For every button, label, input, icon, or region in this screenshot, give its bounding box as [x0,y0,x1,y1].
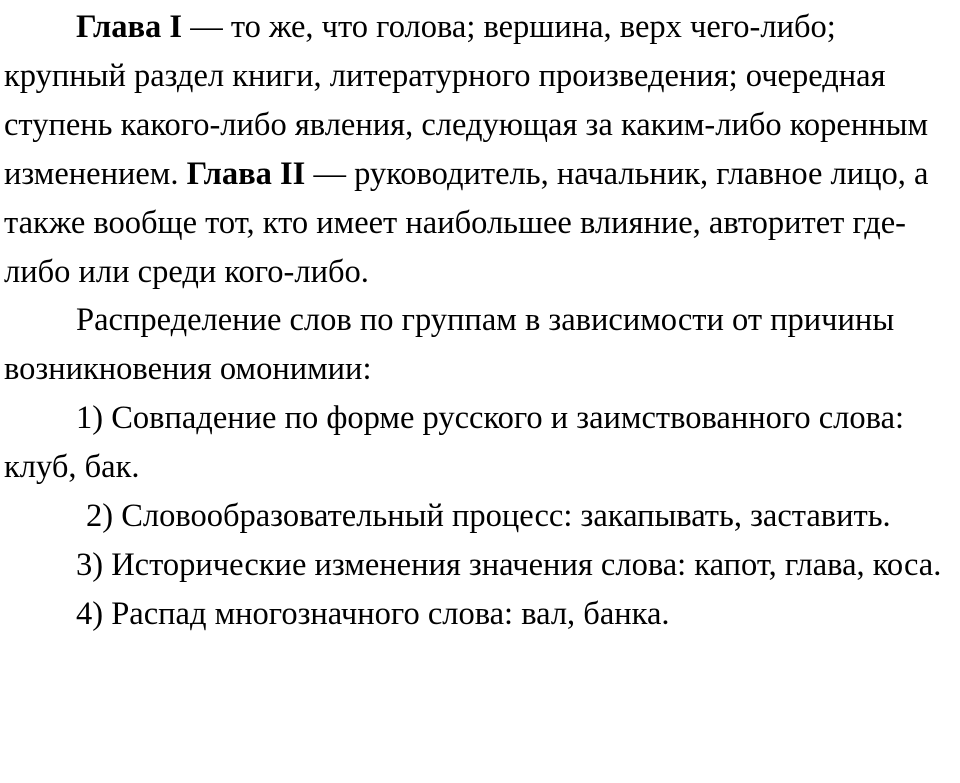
list-item-1: 1) Совпадение по форме русского и заимствованного слова: клуб, бак. [4,400,905,486]
definition-text-1: — то же, что голова; вершина, верх чего-либо; крупный раздел книги, литературного произведения; очередная ступень какого-либо явления, следующая за каким-либо коренным изменением. [4,9,929,192]
definition-text-2: — руководитель, начальник, главное лицо, а также вообще тот, кто имеет наибольшее влияние, авторитет где-либо или среди кого-либо. [4,155,929,290]
list-item-4: 4) Распад многозначного слова: вал, банка. [76,595,670,632]
list-item-3: 3) Исторические изменения значения слова: капот, глава, коса. [76,546,942,583]
list-item-2: 2) Словообразовательный процесс: закапывать, заставить. [86,498,891,535]
distribution-intro-paragraph: Распределение слов по группам в зависимости от причины возникновения омонимии: [4,302,895,388]
definition-paragraph [4,3,954,296]
term-glava-2: Глава II [186,155,306,192]
term-glava-1: Глава I [76,9,183,45]
